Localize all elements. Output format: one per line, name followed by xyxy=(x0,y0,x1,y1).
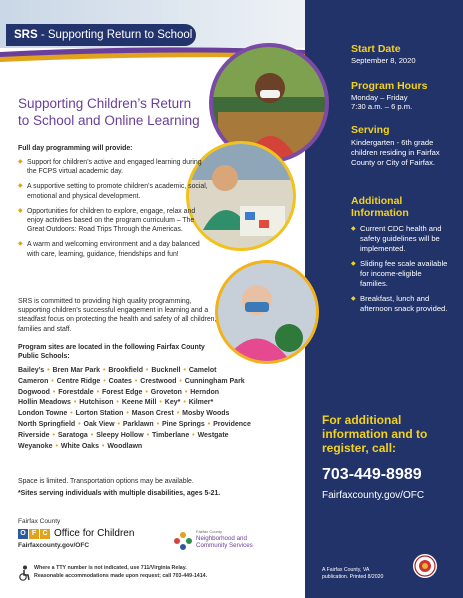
program-item: ◆ Support for children’s active and engaged learning during the FCPS virtual academic day. xyxy=(18,158,208,176)
separator-dot-icon: • xyxy=(181,367,188,374)
school-name: Bren Mar Park xyxy=(52,367,101,374)
separator-dot-icon: • xyxy=(101,367,108,374)
space-note: Space is limited. Transportation options may be available. xyxy=(18,478,194,485)
publication-line-2: publication. Printed 8/2020 xyxy=(322,573,384,580)
school-name: Hollin Meadows xyxy=(18,399,71,407)
ncs-line-1: Neighborhood and xyxy=(196,535,247,542)
info-list xyxy=(351,224,451,319)
cta-line-1: For additional xyxy=(322,413,402,427)
school-name: Riverside xyxy=(18,431,50,439)
info-item: ◆ Sliding fee scale available for income-eligible families. xyxy=(351,259,451,289)
separator-dot-icon: • xyxy=(154,420,161,428)
school-name: Bucknell xyxy=(151,367,181,374)
ncs-name xyxy=(196,535,253,549)
separator-dot-icon: • xyxy=(88,431,96,439)
ofc-letter: F xyxy=(29,529,39,539)
separator-dot-icon: • xyxy=(114,399,121,407)
accessibility-icon xyxy=(18,565,30,581)
school-name: Dogwood xyxy=(18,388,50,396)
separator-dot-icon: • xyxy=(50,431,57,439)
photo-child-watermelon xyxy=(215,260,320,365)
tty-line-1: Where a TTY number is not indicated, use 711/Virginia Relay. xyxy=(34,565,187,571)
separator-dot-icon: • xyxy=(53,442,60,450)
program-item: ◆ Opportunities for children to explore, engage, relax and enjoy activities based on the program curriculum – The Great Outdoors: Road Trips Through the Americas. xyxy=(18,207,208,235)
separator-dot-icon: • xyxy=(101,377,108,385)
program-title-badge xyxy=(6,24,196,46)
school-name: Cameron xyxy=(18,377,49,385)
separator-dot-icon: • xyxy=(124,410,131,418)
info-item: ◆ Breakfast, lunch and afternoon snack provided. xyxy=(351,294,451,314)
separator-dot-icon: • xyxy=(115,420,122,428)
publication-note xyxy=(322,567,383,580)
school-name: Providence xyxy=(213,420,251,428)
schools-row xyxy=(18,366,303,377)
badge-acronym: SRS xyxy=(14,29,38,41)
school-name: Key* xyxy=(164,399,181,407)
school-name: Forestdale xyxy=(58,388,94,396)
serving-heading: Serving xyxy=(351,124,390,136)
school-name: Crestwood xyxy=(140,377,177,385)
cta-line-2: information and to xyxy=(322,427,428,441)
school-name: Pine Springs xyxy=(161,420,205,428)
school-name: Kilmer* xyxy=(188,399,214,407)
tty-line-2: Reasonable accommodations made upon request; call 703-449-1414. xyxy=(34,573,208,579)
separator-dot-icon: • xyxy=(76,420,83,428)
publication-line-1: A Fairfax County, VA xyxy=(322,567,370,573)
main-heading-line-1: Supporting Children’s Return xyxy=(18,96,192,111)
cta-line-3: register, call: xyxy=(322,441,397,455)
schools-row xyxy=(18,442,303,453)
program-item: ◆ A warm and welcoming environment and a day balanced with care, learning, guidance, friendships and fun! xyxy=(18,240,208,258)
program-item: ◆ A supportive setting to promote children’s academic, social, emotional and physical development. xyxy=(18,182,208,200)
separator-dot-icon: • xyxy=(177,377,184,385)
school-name: Groveton xyxy=(150,388,182,396)
school-name: Herndon xyxy=(190,388,220,396)
school-name: Cunningham Park xyxy=(184,377,245,385)
hours-time: 7:30 a.m. – 6 p.m. xyxy=(351,102,413,111)
separator-dot-icon: • xyxy=(190,431,197,439)
separator-dot-icon: • xyxy=(174,410,182,418)
ofc-website[interactable]: Fairfaxcounty.gov/OFC xyxy=(18,542,90,549)
start-date-value: September 8, 2020 xyxy=(351,56,416,65)
separator-dot-icon: • xyxy=(181,399,188,407)
schools-row xyxy=(18,398,303,409)
program-list xyxy=(18,158,208,265)
phone-number[interactable]: 703-449-8989 xyxy=(322,466,422,483)
school-name: Coates xyxy=(108,377,132,385)
school-name: Parklawn xyxy=(122,420,154,428)
website-link[interactable]: Fairfaxcounty.gov/OFC xyxy=(322,490,425,501)
county-seal-icon xyxy=(412,553,438,579)
school-name: Camelot xyxy=(188,367,217,374)
separator-dot-icon: • xyxy=(71,399,79,407)
schools-row xyxy=(18,431,303,442)
badge-subtitle: - Supporting Return to School xyxy=(37,29,193,41)
sites-note: *Sites serving individuals with multiple disabilities, ages 5-21. xyxy=(18,490,221,497)
separator-dot-icon: • xyxy=(205,420,213,428)
school-name: Woodlawn xyxy=(107,442,143,450)
hours-days: Monday – Friday xyxy=(351,93,408,102)
main-heading-line-2: to School and Online Learning xyxy=(18,113,200,128)
separator-dot-icon: • xyxy=(45,367,52,374)
schools-row xyxy=(18,377,303,388)
school-name: Mason Crest xyxy=(131,410,174,418)
separator-dot-icon: • xyxy=(49,377,56,385)
separator-dot-icon: • xyxy=(50,388,58,396)
schools-row xyxy=(18,409,303,420)
school-name: White Oaks xyxy=(60,442,99,450)
separator-dot-icon: • xyxy=(68,410,75,418)
school-name: Oak View xyxy=(83,420,115,428)
school-name: Brookfield xyxy=(108,367,143,374)
separator-dot-icon: • xyxy=(143,388,150,396)
additional-heading-2: Information xyxy=(351,207,409,219)
school-name: Forest Edge xyxy=(101,388,143,396)
intro-text: Full day programming will provide: xyxy=(18,145,133,152)
separator-dot-icon: • xyxy=(144,431,151,439)
schools-row xyxy=(18,388,303,399)
ofc-letter: C xyxy=(40,529,50,539)
school-name: Lorton Station xyxy=(75,410,124,418)
school-name: Bailey’s xyxy=(18,367,45,374)
ofc-logo xyxy=(18,528,134,539)
ofc-letter: O xyxy=(18,529,28,539)
schools-row xyxy=(18,420,303,431)
separator-dot-icon: • xyxy=(94,388,101,396)
separator-dot-icon: • xyxy=(99,442,107,450)
school-name: London Towne xyxy=(18,410,68,418)
separator-dot-icon: • xyxy=(157,399,164,407)
school-name: Keene Mill xyxy=(121,399,157,407)
hours-heading: Program Hours xyxy=(351,80,428,92)
school-name: Westgate xyxy=(197,431,229,439)
info-item: ◆ Current CDC health and safety guidelines will be implemented. xyxy=(351,224,451,254)
school-name: Saratoga xyxy=(57,431,88,439)
ofc-name: Office for Children xyxy=(54,528,135,539)
schools-list xyxy=(18,366,303,452)
additional-heading-1: Additional xyxy=(351,195,403,207)
school-name: North Springfield xyxy=(18,420,76,428)
separator-dot-icon: • xyxy=(143,367,151,374)
school-name: Mosby Woods xyxy=(182,410,230,418)
separator-dot-icon: • xyxy=(132,377,140,385)
separator-dot-icon: • xyxy=(182,388,190,396)
school-name: Sleepy Hollow xyxy=(96,431,144,439)
ncs-small-label: Fairfax County xyxy=(196,529,223,534)
ncs-logo-icon xyxy=(172,530,194,552)
sites-heading: Program sites are located in the following Fairfax County Public Schools: xyxy=(18,344,205,361)
serving-text: Kindergarten - 6th grade children residing in Fairfax County or City of Fairfax. xyxy=(351,138,440,167)
ncs-line-2: Community Services xyxy=(196,542,253,549)
county-label: Fairfax County xyxy=(18,518,61,525)
school-name: Hutchison xyxy=(79,399,114,407)
school-name: Weyanoke xyxy=(18,442,53,450)
school-name: Centre Ridge xyxy=(56,377,101,385)
commitment-text: SRS is committed to providing high quality programming, supporting children’s successful engagement in learning and a steadfast focus on protecting the health and safety of all children, families and staff. xyxy=(18,298,217,333)
school-name: Timberlane xyxy=(152,431,190,439)
start-date-heading: Start Date xyxy=(351,43,401,55)
